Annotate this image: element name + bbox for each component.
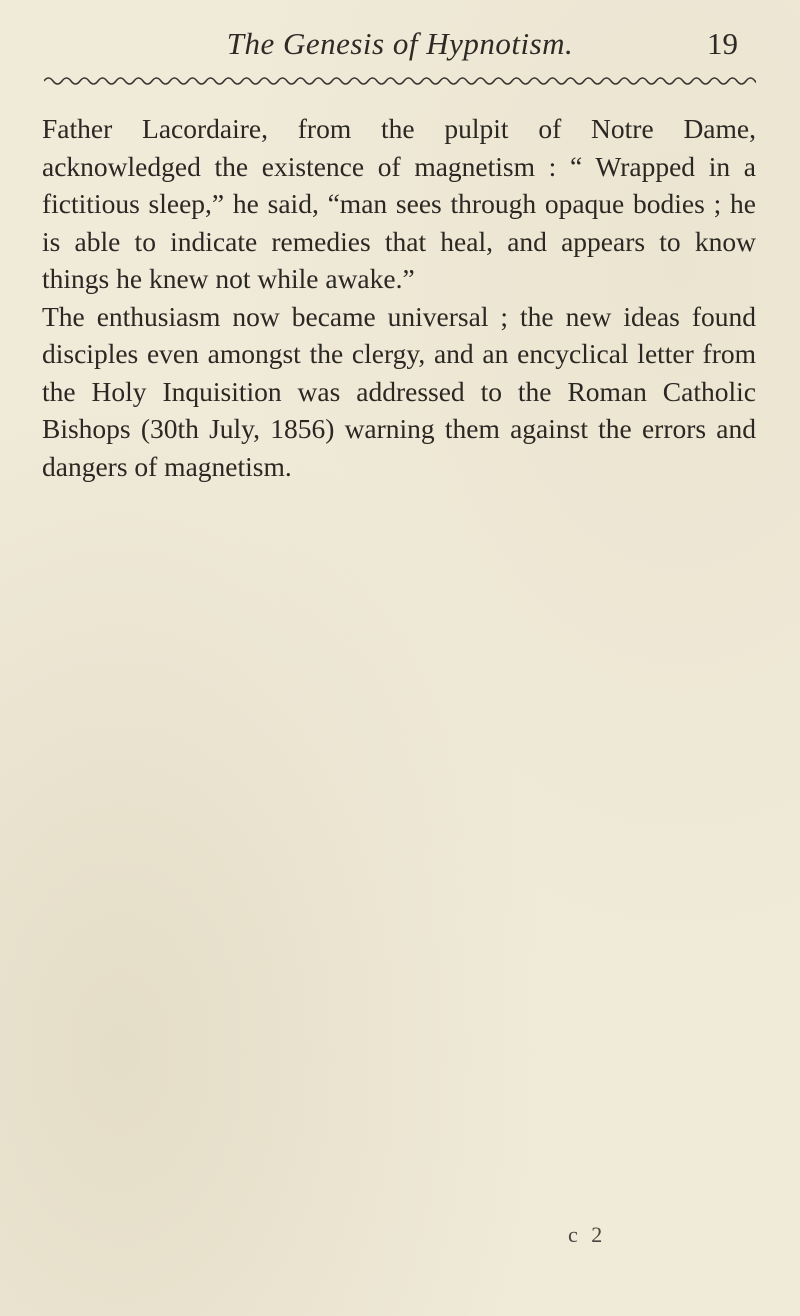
running-title: The Genesis of Hypnotism. bbox=[226, 26, 574, 61]
decorative-rule-ornament bbox=[44, 74, 756, 88]
paragraph-2: The enthusiasm now became universal ; the new ideas found disciples even amongst the clergy, and an encyclical letter from the Holy Inquisition was addressed to the Roman Catholic Bishops (30th July, 1856) warning them against the errors and dangers of magnetism. bbox=[42, 300, 756, 482]
page-number: 19 bbox=[707, 26, 738, 61]
paragraph-1: Father Lacordaire, from the pulpit of Notre Dame, acknowledged the existence of magnetism : “ Wrapped in a fictitious sleep,” he said, “man sees through opaque bodies ; he is able to indicate remedies that heal, and appears to know things he knew not while awake.” bbox=[42, 113, 756, 294]
running-head bbox=[0, 26, 800, 70]
body-text bbox=[42, 110, 756, 485]
signature-mark: c 2 bbox=[568, 1222, 607, 1247]
